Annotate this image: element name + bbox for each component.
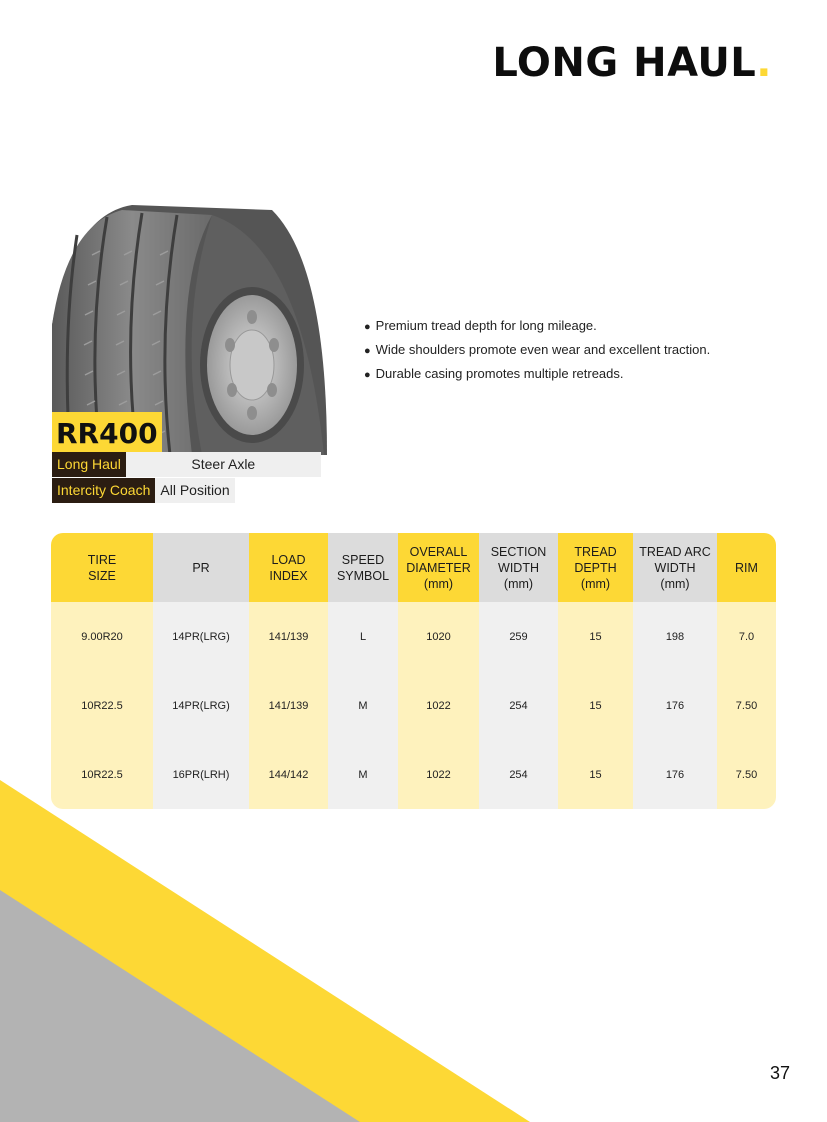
table-cell: 176	[633, 740, 717, 809]
feature-item: ● Premium tread depth for long mileage.	[364, 318, 597, 333]
table-cell: 14PR(LRG)	[153, 602, 249, 671]
table-cell: 141/139	[249, 671, 328, 740]
table-cell: 15	[558, 602, 633, 671]
table-cell: M	[328, 740, 398, 809]
table-cell: 15	[558, 671, 633, 740]
table-cell: 10R22.5	[51, 671, 153, 740]
table-cell: 176	[633, 671, 717, 740]
usage-category: Intercity Coach	[52, 478, 155, 503]
table-row	[51, 602, 776, 671]
table-cell: 15	[558, 740, 633, 809]
bullet-icon: ●	[364, 369, 371, 381]
usage-position: Steer Axle	[126, 452, 321, 477]
column-header: SECTION WIDTH (mm)	[479, 533, 558, 602]
table-row	[51, 740, 776, 809]
table-row	[51, 671, 776, 740]
spec-table	[51, 533, 776, 809]
table-cell: 1022	[398, 740, 479, 809]
table-cell: 259	[479, 602, 558, 671]
usage-row-2	[52, 478, 235, 503]
title-accent-dot: .	[756, 40, 772, 86]
usage-position: All Position	[155, 478, 234, 503]
feature-item: ● Wide shoulders promote even wear and excellent traction.	[364, 342, 711, 357]
table-cell: 16PR(LRH)	[153, 740, 249, 809]
column-header: LOAD INDEX	[249, 533, 328, 602]
table-cell: 14PR(LRG)	[153, 671, 249, 740]
usage-category: Long Haul	[52, 452, 126, 477]
table-cell: 1020	[398, 602, 479, 671]
table-cell: 9.00R20	[51, 602, 153, 671]
column-header: TREAD DEPTH (mm)	[558, 533, 633, 602]
page-title: LONG HAUL.	[492, 40, 772, 86]
table-cell: 7.0	[717, 602, 776, 671]
table-cell: 254	[479, 671, 558, 740]
table-cell: 7.50	[717, 740, 776, 809]
column-header: RIM	[717, 533, 776, 602]
usage-row-1	[52, 452, 321, 477]
bullet-icon: ●	[364, 321, 371, 333]
bullet-icon: ●	[364, 345, 371, 357]
table-cell: 141/139	[249, 602, 328, 671]
column-header: TREAD ARC WIDTH (mm)	[633, 533, 717, 602]
page-number: 37	[769, 1063, 790, 1083]
table-cell: 7.50	[717, 671, 776, 740]
table-cell: 254	[479, 740, 558, 809]
table-cell: 198	[633, 602, 717, 671]
table-cell: 144/142	[249, 740, 328, 809]
table-cell: 1022	[398, 671, 479, 740]
table-cell: 10R22.5	[51, 740, 153, 809]
column-header: TIRE SIZE	[51, 533, 153, 602]
feature-list	[364, 318, 710, 390]
model-badge: RR400	[52, 412, 162, 454]
table-header-row	[51, 533, 776, 602]
table-cell: L	[328, 602, 398, 671]
table-cell: M	[328, 671, 398, 740]
feature-item: ● Durable casing promotes multiple retreads.	[364, 366, 624, 381]
column-header: OVERALL DIAMETER (mm)	[398, 533, 479, 602]
column-header: SPEED SYMBOL	[328, 533, 398, 602]
column-header: PR	[153, 533, 249, 602]
